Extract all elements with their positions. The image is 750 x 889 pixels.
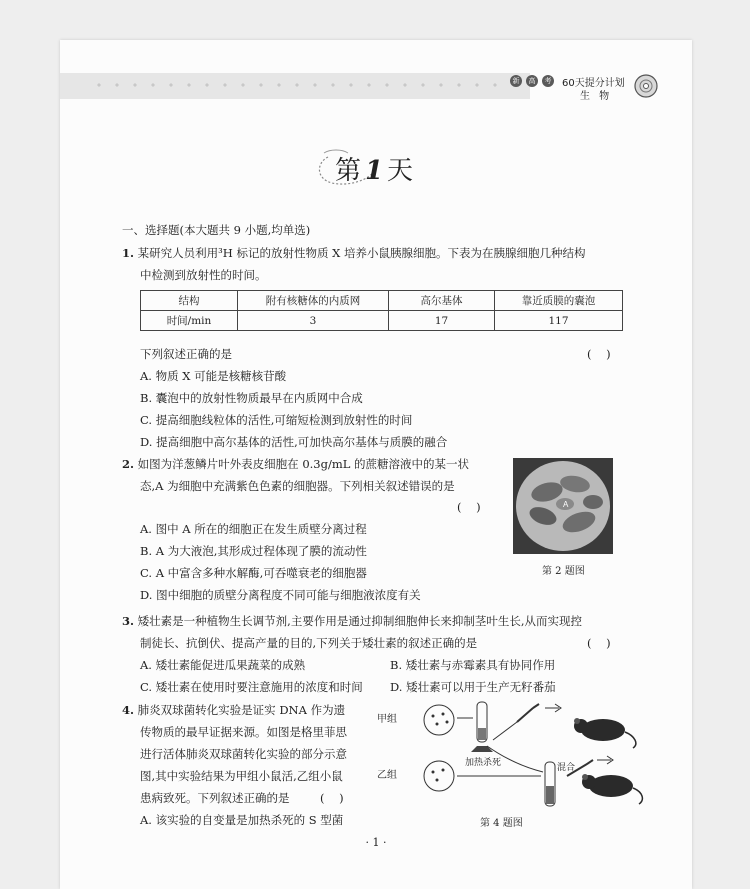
diagram-group-b: 乙组 bbox=[377, 770, 397, 781]
q1-option-b[interactable]: B. 囊泡中的放射性物质最早在内质网中合成 bbox=[140, 391, 363, 405]
q2-option-a[interactable]: A. 图中 A 所在的细胞正在发生质壁分离过程 bbox=[140, 522, 367, 536]
table-row bbox=[141, 311, 623, 331]
table-cell: 117 bbox=[495, 311, 623, 331]
q1-line2: 中检测到放射性的时间。 bbox=[140, 268, 267, 282]
q1-answer-bracket: ( ) bbox=[587, 347, 611, 361]
q2-figure-label: A bbox=[563, 500, 569, 509]
table-cell: 3 bbox=[238, 311, 389, 331]
document-page bbox=[60, 40, 692, 889]
q4-diagram bbox=[367, 700, 647, 820]
q3-option-a[interactable]: A. 矮壮素能促进瓜果蔬菜的成熟 bbox=[140, 658, 306, 672]
q3-option-b[interactable]: B. 矮壮素与赤霉素具有协同作用 bbox=[390, 658, 556, 672]
petri-dish-a bbox=[424, 705, 454, 735]
q2-line2: 态,A 为细胞中充满紫色色素的细胞器。下列相关叙述错误的是 bbox=[140, 479, 455, 493]
diagram-group-a: 甲组 bbox=[377, 714, 397, 725]
mouse-icon bbox=[574, 718, 636, 748]
q4-number: 4. bbox=[122, 703, 135, 717]
q4-option-a[interactable]: A. 该实验的自变量是加热杀死的 S 型菌 bbox=[140, 813, 344, 827]
q2-micrograph bbox=[513, 458, 613, 554]
day-title-number: 1 bbox=[364, 156, 388, 186]
table-cell: 高尔基体 bbox=[389, 291, 495, 311]
badge-gao: 高 bbox=[526, 75, 538, 87]
header-plan: 60天提分计划 bbox=[562, 78, 625, 89]
q1-option-d[interactable]: D. 提高细胞中高尔基体的活性,可加快高尔基体与质膜的融合 bbox=[140, 435, 448, 449]
q2-caption: 第 2 题图 bbox=[542, 566, 585, 577]
q1-option-c[interactable]: C. 提高细胞线粒体的活性,可缩短检测到放射性的时间 bbox=[140, 413, 413, 427]
q3-number: 3. bbox=[122, 614, 135, 628]
page-number: · 1 · bbox=[365, 836, 387, 849]
diagram-mix-label: 混合 bbox=[557, 763, 576, 773]
badge-xin: 新 bbox=[510, 75, 522, 87]
petri-dish-b bbox=[424, 761, 454, 791]
q2-line1 bbox=[122, 457, 469, 471]
q2-text-line1: 如图为洋葱鳞片叶外表皮细胞在 0.3g/mL 的蔗糖溶液中的某一状 bbox=[137, 457, 470, 471]
q1-number: 1. bbox=[122, 246, 135, 260]
header-band bbox=[60, 73, 530, 99]
q2-option-d[interactable]: D. 图中细胞的质壁分离程度不同可能与细胞液浓度有关 bbox=[140, 588, 421, 602]
q4-line5: 患病致死。下列叙述正确的是 bbox=[140, 791, 290, 805]
q3-line2: 制徒长、抗倒伏、提高产量的目的,下列关于矮壮素的叙述正确的是 bbox=[140, 636, 478, 650]
table-header-row bbox=[141, 291, 623, 311]
q2-option-b[interactable]: B. A 为大液泡,其形成过程体现了膜的流动性 bbox=[140, 544, 367, 558]
day-title-prefix: 第 bbox=[334, 156, 365, 186]
q1-line1 bbox=[122, 246, 585, 260]
q4-line2: 传物质的最早证据来源。如图是格里菲思 bbox=[140, 725, 347, 739]
q3-option-d[interactable]: D. 矮壮素可以用于生产无籽番茄 bbox=[390, 680, 556, 694]
q3-answer-bracket: ( ) bbox=[587, 636, 611, 650]
q2-number: 2. bbox=[122, 457, 135, 471]
section-heading: 一、选择题(本大题共 9 小题,均单选) bbox=[122, 223, 311, 237]
q2-option-c[interactable]: C. A 中富含多种水解酶,可吞噬衰老的细胞器 bbox=[140, 566, 367, 580]
q1-option-a[interactable]: A. 物质 X 可能是核糖核苷酸 bbox=[140, 369, 287, 383]
table-cell: 靠近质膜的囊泡 bbox=[495, 291, 623, 311]
q3-option-c[interactable]: C. 矮壮素在使用时要注意施用的浓度和时间 bbox=[140, 680, 363, 694]
header-subject: 生 物 bbox=[580, 91, 613, 102]
q3-line1 bbox=[122, 614, 582, 628]
q4-line3: 进行活体肺炎双球菌转化实验的部分示意 bbox=[140, 747, 347, 761]
diagram-heat-label: 加热杀死 bbox=[465, 758, 502, 768]
table-cell: 17 bbox=[389, 311, 495, 331]
q1-table bbox=[140, 290, 623, 331]
q1-stem: 下列叙述正确的是 bbox=[140, 347, 232, 361]
mouse-icon bbox=[582, 774, 642, 804]
q1-text-line1: 某研究人员利用³H 标记的放射性物质 X 培养小鼠胰腺细胞。下表为在胰腺细胞几种结构 bbox=[137, 246, 586, 260]
day-title bbox=[60, 150, 692, 187]
q2-answer-bracket: ( ) bbox=[457, 500, 481, 514]
q4-answer-bracket: ( ) bbox=[320, 791, 344, 805]
q4-caption: 第 4 题图 bbox=[480, 818, 523, 829]
header-dots bbox=[90, 83, 510, 87]
day-title-suffix: 天 bbox=[387, 156, 418, 186]
disc-icon bbox=[633, 73, 659, 99]
q4-line4: 图,其中实验结果为甲组小鼠活,乙组小鼠 bbox=[140, 769, 343, 783]
q4-line1 bbox=[122, 703, 345, 717]
header-brand bbox=[510, 73, 692, 102]
table-cell: 时间/min bbox=[141, 311, 238, 331]
q4-text-line1: 肺炎双球菌转化实验是证实 DNA 作为遗 bbox=[137, 703, 346, 717]
table-cell: 附有核糖体的内质网 bbox=[238, 291, 389, 311]
q3-text-line1: 矮壮素是一种植物生长调节剂,主要作用是通过抑制细胞伸长来抑制茎叶生长,从而实现控 bbox=[137, 614, 582, 628]
table-cell: 结构 bbox=[141, 291, 238, 311]
badge-kao: 考 bbox=[542, 75, 554, 87]
